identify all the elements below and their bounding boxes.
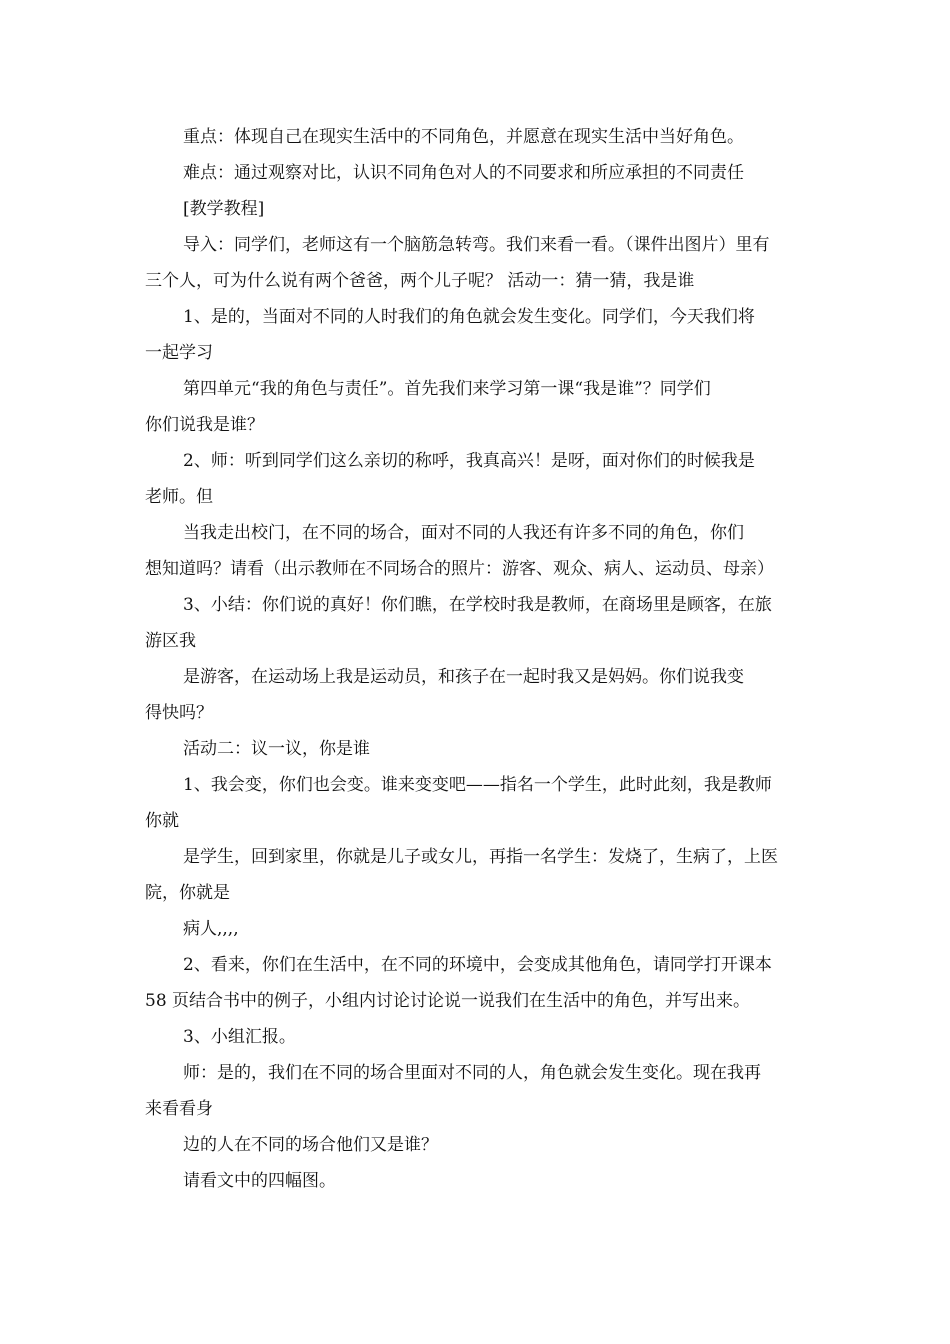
text-line: 1、我会变，你们也会变。谁来变变吧——指名一个学生，此时此刻，我是教师 [183, 775, 772, 795]
text-line: 一起学习 [145, 343, 213, 363]
text-line: 活动二：议一议，你是谁 [183, 739, 370, 759]
text-line: 你们说我是谁？ [145, 415, 264, 435]
text-line: [教学教程] [183, 199, 265, 219]
text-line: 2、师：听到同学们这么亲切的称呼，我真高兴！是呀，面对你们的时候我是 [183, 451, 755, 471]
text-line: 导入：同学们，老师这有一个脑筋急转弯。我们来看一看。（课件出图片）里有 [183, 235, 770, 255]
text-line: 1、是的，当面对不同的人时我们的角色就会发生变化。同学们，今天我们将 [183, 307, 755, 327]
text-line: 想知道吗？请看（出示教师在不同场合的照片：游客、观众、病人、运动员、母亲） [145, 559, 774, 579]
text-line: 是学生，回到家里，你就是儿子或女儿，再指一名学生：发烧了，生病了，上医 [183, 847, 778, 867]
text-line: 来看看身 [145, 1099, 213, 1119]
text-line: 3、小结：你们说的真好！你们瞧，在学校时我是教师，在商场里是顾客，在旅 [183, 595, 772, 615]
text-line: 院，你就是 [145, 883, 230, 903]
text-line: 难点：通过观察对比，认识不同角色对人的不同要求和所应承担的不同责任 [183, 163, 744, 183]
text-line: 请看文中的四幅图。 [183, 1171, 336, 1191]
text-line: 师：是的，我们在不同的场合里面对不同的人，角色就会发生变化。现在我再 [183, 1063, 761, 1083]
text-line: 重点：体现自己在现实生活中的不同角色，并愿意在现实生活中当好角色。 [183, 127, 744, 147]
text-line: 得快吗？ [145, 703, 213, 723]
text-line: 你就 [145, 811, 179, 831]
text-line: 是游客，在运动场上我是运动员，和孩子在一起时我又是妈妈。你们说我变 [183, 667, 744, 687]
text-line: 2、看来，你们在生活中，在不同的环境中，会变成其他角色，请同学打开课本 [183, 955, 772, 975]
text-line: 游区我 [145, 631, 196, 651]
text-line: 3、小组汇报。 [183, 1027, 296, 1047]
text-line: 当我走出校门，在不同的场合，面对不同的人我还有许多不同的角色，你们 [183, 523, 744, 543]
text-line: 老师。但 [145, 487, 213, 507]
text-line: 三个人，可为什么说有两个爸爸，两个儿子呢？ 活动一：猜一猜，我是谁 [145, 271, 695, 291]
text-line: 病人,,,, [183, 919, 239, 939]
document-body [145, 119, 810, 1199]
text-line: 58 页结合书中的例子，小组内讨论讨论说一说我们在生活中的角色，并写出来。 [145, 991, 751, 1011]
text-line: 边的人在不同的场合他们又是谁？ [183, 1135, 438, 1155]
text-line: 第四单元“我的角色与责任”。首先我们来学习第一课“我是谁”？同学们 [183, 379, 711, 399]
